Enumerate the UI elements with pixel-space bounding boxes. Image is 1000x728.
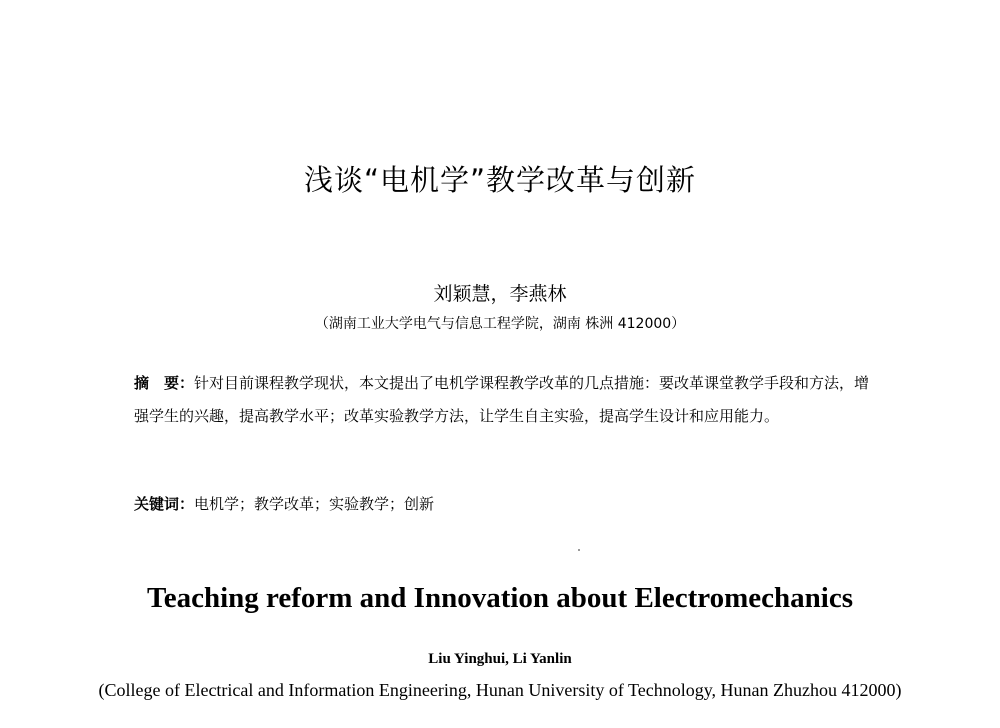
- keywords-text: 电机学；教学改革；实验教学；创新: [194, 495, 435, 513]
- abstract-text: 针对目前课程教学现状，本文提出了电机学课程教学改革的几点措施：要改革课堂教学手段和方法，增强学生的兴趣，提高教学水平；改革实验教学方法，让学生自主实验，提高学生设计和应用能力。: [134, 374, 870, 425]
- chinese-title: 浅谈“电机学”教学改革与创新: [303, 163, 697, 197]
- chinese-keywords: [134, 493, 874, 514]
- chinese-abstract: [134, 367, 874, 433]
- english-title: Teaching reform and Innovation about Electromechanics: [147, 582, 853, 614]
- english-affiliation: (College of Electrical and Information Engineering, Hunan University of Technology, Hunan Zhuzhou 412000): [98, 680, 902, 700]
- scan-speck: [578, 549, 580, 551]
- english-authors: Liu Yinghui, Li Yanlin: [428, 651, 572, 667]
- chinese-affiliation: （湖南工业大学电气与信息工程学院，湖南 株洲 412000）: [314, 316, 686, 332]
- chinese-authors: 刘颖慧，李燕林: [433, 283, 567, 305]
- abstract-label: 摘 要：: [134, 374, 195, 392]
- keywords-label: 关键词：: [134, 495, 195, 513]
